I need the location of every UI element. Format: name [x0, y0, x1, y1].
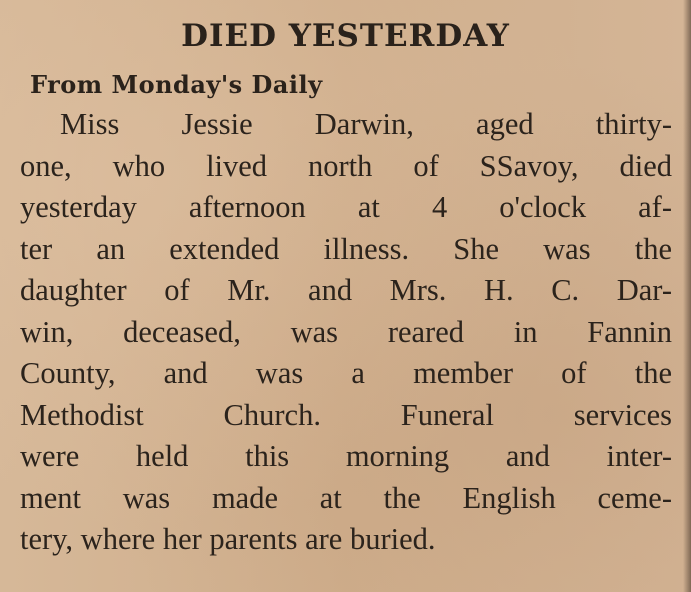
article-body	[20, 104, 672, 561]
article-line: one, who lived north of SSavoy, died	[20, 148, 672, 183]
article-line: Miss Jessie Darwin, aged thirty-	[60, 107, 672, 141]
article-line: daughter of Mr. and Mrs. H. C. Dar-	[20, 273, 672, 307]
article-line: yesterday afternoon at 4 o'clock af-	[20, 190, 672, 224]
subhead: From Monday's Daily	[30, 70, 323, 99]
article-line: ment was made at the English ceme-	[20, 480, 672, 515]
headline: DIED YESTERDAY	[181, 18, 510, 54]
article-line: County, and was a member of the	[20, 356, 672, 390]
article-line: tery, where her parents are buried.	[20, 522, 436, 556]
article-line: win, deceased, was reared in Fannin	[20, 314, 672, 349]
article-line: Methodist Church. Funeral services	[20, 397, 672, 432]
article-line: ter an extended illness. She was the	[20, 231, 672, 266]
clipping-edge-shadow	[683, 0, 691, 592]
article-line: were held this morning and inter-	[20, 439, 672, 473]
